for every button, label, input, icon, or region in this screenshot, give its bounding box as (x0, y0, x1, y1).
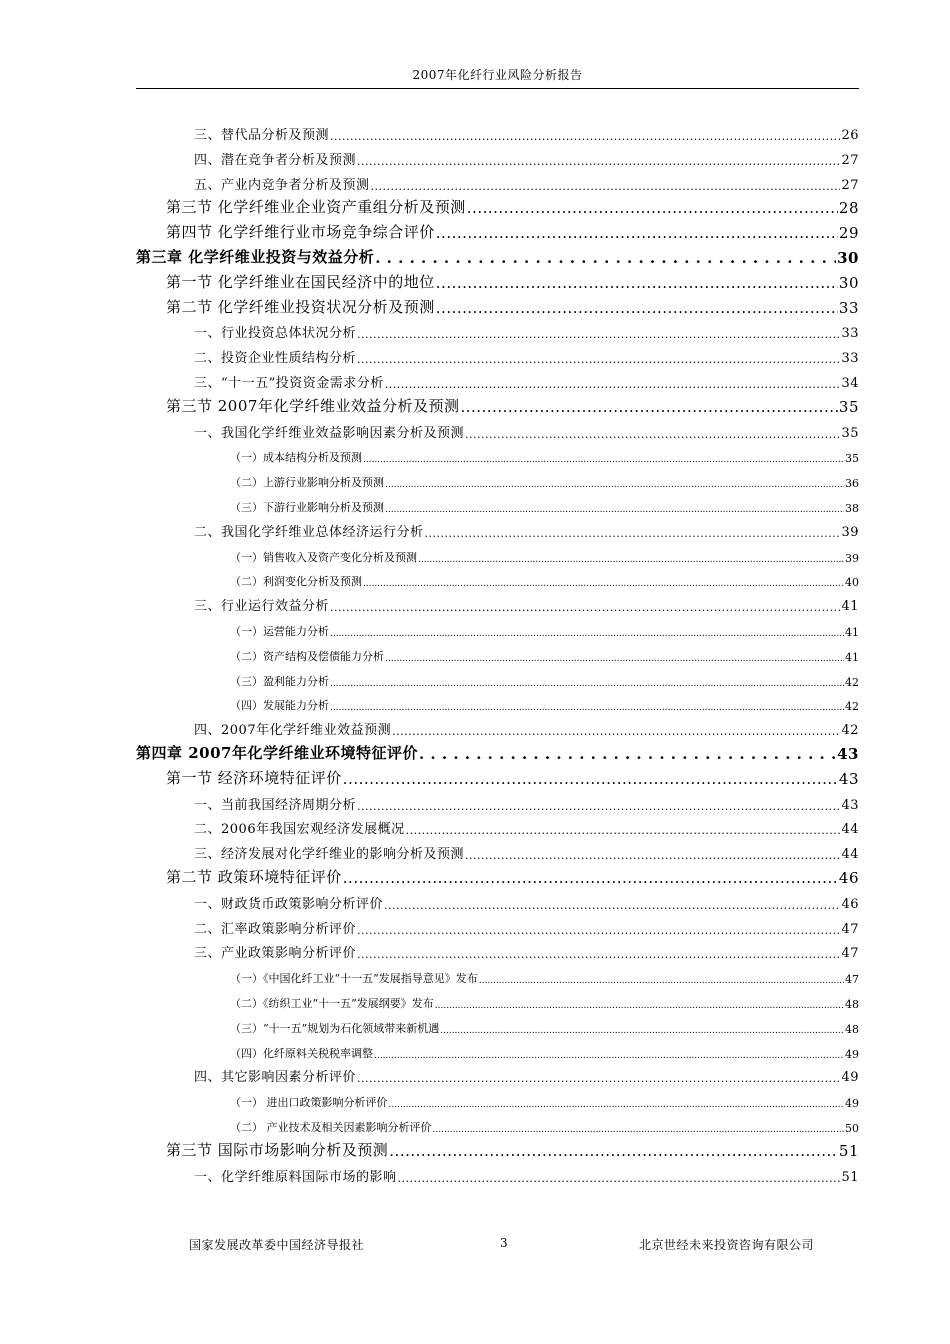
toc-entry-page: 27 (841, 177, 859, 193)
toc-entry-label: 第三节 2007年化学纤维业效益分析及预测 (166, 396, 460, 415)
toc-entry-label: 四、其它影响因素分析评价 (194, 1070, 357, 1086)
toc-dot-leader (363, 579, 844, 589)
toc-dot-leader (435, 1001, 844, 1011)
toc-entry-page: 44 (841, 822, 859, 838)
toc-entry-section[interactable] (166, 222, 859, 242)
toc-dot-leader (460, 398, 837, 416)
toc-entry-page: 35 (845, 452, 859, 466)
toc-dot-leader (371, 180, 841, 193)
toc-entry-page: 30 (837, 249, 859, 267)
toc-dot-leader (330, 601, 840, 614)
toc-dot-leader (385, 505, 844, 515)
toc-entry-label: 三、替代品分析及预测 (194, 128, 330, 143)
toc-dot-leader (436, 299, 838, 317)
toc-entry-page: 34 (841, 376, 859, 391)
toc-entry-label: 二、2006年我国宏观经济发展概况 (194, 822, 405, 838)
toc-dot-leader (440, 1026, 844, 1036)
toc-entry-item[interactable] (194, 123, 859, 143)
toc-entry-page: 46 (841, 896, 859, 912)
toc-entry-page: 49 (841, 1070, 859, 1086)
toc-entry-item[interactable] (194, 594, 859, 614)
toc-dot-leader (467, 199, 838, 217)
toc-dot-leader (385, 480, 844, 490)
toc-entry-item[interactable] (194, 718, 859, 738)
toc-entry-label: （二）上游行业影响分析及预测 (230, 476, 384, 490)
toc-entry-section[interactable] (166, 768, 859, 788)
toc-dot-leader (357, 353, 840, 366)
toc-entry-label: 第一节 化学纤维业在国民经济中的地位 (166, 272, 435, 291)
toc-entry-label: （一）成本结构分析及预测 (230, 451, 362, 465)
toc-entry-page: 43 (838, 769, 859, 788)
toc-entry-label: 一、行业投资总体状况分析 (194, 326, 357, 342)
toc-dot-leader (433, 1125, 845, 1135)
toc-dot-leader (398, 1172, 841, 1185)
toc-entry-label: 第三节 化学纤维业企业资产重组分析及预测 (166, 198, 466, 217)
toc-entry-sub[interactable] (230, 1090, 859, 1110)
toc-entry-section[interactable] (166, 197, 859, 217)
toc-entry-chapter[interactable] (136, 247, 859, 267)
toc-dot-leader (330, 679, 844, 689)
toc-dot-leader (374, 1051, 844, 1061)
toc-entry-page: 49 (845, 1047, 859, 1061)
toc-entry-section[interactable] (166, 867, 859, 887)
toc-entry-page: 36 (845, 477, 859, 491)
toc-entry-section[interactable] (166, 272, 859, 292)
footer-left-publisher: 国家发展改革委中国经济导报社 (189, 1238, 365, 1252)
toc-entry-item[interactable] (194, 321, 859, 341)
toc-entry-sub[interactable] (230, 1016, 859, 1036)
toc-entry-label: （四）化纤原料关税税率调整 (230, 1046, 373, 1060)
toc-entry-page: 48 (845, 1022, 859, 1036)
toc-entry-sub[interactable] (230, 619, 859, 639)
toc-dot-leader (330, 130, 840, 143)
toc-entry-page: 29 (838, 224, 859, 243)
toc-entry-item[interactable] (194, 421, 859, 441)
toc-entry-page: 41 (845, 650, 859, 664)
toc-entry-label: 二、投资企业性质结构分析 (194, 351, 357, 367)
toc-entry-page: 33 (841, 326, 859, 342)
toc-entry-label: 三、“十一五”投资资金需求分析 (194, 376, 384, 391)
toc-entry-sub[interactable] (230, 1115, 859, 1135)
toc-entry-page: 43 (841, 797, 859, 813)
toc-entry-sub[interactable] (230, 470, 859, 490)
toc-dot-leader (357, 1072, 840, 1085)
toc-dot-leader (436, 224, 838, 242)
toc-entry-item[interactable] (194, 346, 859, 366)
toc-entry-item[interactable] (194, 917, 859, 937)
toc-entry-item[interactable] (194, 371, 859, 391)
toc-dot-leader (385, 378, 841, 391)
toc-entry-label: （二）利润变化分析及预测 (230, 575, 362, 589)
toc-entry-sub[interactable] (230, 966, 859, 986)
header-divider (136, 88, 859, 89)
toc-entry-page: 26 (841, 128, 859, 143)
toc-entry-page: 41 (841, 599, 859, 615)
toc-dot-leader (343, 869, 838, 887)
toc-dot-leader (375, 249, 836, 267)
toc-entry-page: 43 (837, 745, 859, 763)
toc-entry-label: 第三节 国际市场影响分析及预测 (166, 1140, 389, 1159)
toc-entry-page: 27 (841, 152, 859, 168)
toc-dot-leader (384, 899, 840, 912)
toc-entry-label: 一、当前我国经济周期分析 (194, 797, 357, 813)
footer-page-number: 3 (500, 1236, 509, 1250)
toc-entry-label: （二） 产业技术及相关因素影响分析评价 (230, 1121, 432, 1134)
toc-entry-page: 38 (845, 502, 859, 515)
toc-dot-leader (357, 924, 840, 937)
toc-entry-section[interactable] (166, 1140, 859, 1160)
toc-entry-label: 第四节 化学纤维行业市场竞争综合评价 (166, 223, 435, 242)
toc-entry-label: （三）盈利能力分析 (230, 674, 329, 688)
toc-entry-page: 42 (841, 723, 859, 739)
toc-entry-page: 35 (841, 425, 859, 441)
toc-entry-page: 47 (841, 946, 859, 962)
toc-entry-label: 四、潜在竞争者分析及预测 (194, 152, 357, 168)
toc-entry-page: 33 (841, 351, 859, 367)
toc-entry-label: 第一节 经济环境特征评价 (166, 768, 342, 787)
toc-entry-page: 28 (838, 199, 859, 218)
toc-dot-leader (357, 155, 840, 168)
toc-entry-page: 42 (845, 675, 859, 689)
toc-dot-leader (479, 976, 844, 986)
toc-entry-label: （二）《纺织工业“十一五”发展纲要》发布 (230, 997, 434, 1010)
toc-entry-page: 30 (838, 273, 859, 292)
toc-dot-leader (330, 703, 844, 713)
toc-entry-page: 49 (845, 1097, 859, 1111)
toc-entry-page: 35 (838, 397, 859, 416)
toc-entry-item[interactable] (194, 941, 859, 961)
toc-entry-label: （一）《中国化纤工业“十一五”发展指导意见》发布 (230, 972, 478, 986)
toc-entry-label: 一、我国化学纤维业效益影响因素分析及预测 (194, 425, 465, 441)
toc-entry-page: 40 (845, 576, 859, 590)
toc-entry-page: 51 (841, 1169, 859, 1185)
toc-dot-leader (418, 555, 844, 565)
toc-entry-page: 47 (845, 973, 859, 987)
toc-entry-item[interactable] (194, 520, 859, 540)
toc-entry-label: 一、化学纤维原料国际市场的影响 (194, 1169, 397, 1185)
toc-entry-page: 46 (838, 869, 859, 887)
toc-dot-leader (425, 527, 841, 540)
toc-dot-leader (406, 824, 841, 837)
toc-entry-item[interactable] (194, 173, 859, 193)
toc-entry-page: 42 (845, 700, 859, 714)
toc-dot-leader (330, 629, 844, 639)
toc-entry-sub[interactable] (230, 991, 859, 1011)
toc-entry-page: 51 (838, 1141, 859, 1160)
toc-entry-page: 39 (841, 524, 859, 540)
toc-dot-leader (385, 654, 844, 664)
toc-entry-sub[interactable] (230, 1041, 859, 1061)
toc-entry-sub[interactable] (230, 693, 859, 713)
toc-entry-label: 第二节 化学纤维业投资状况分析及预测 (166, 297, 435, 316)
toc-entry-sub[interactable] (230, 669, 859, 689)
toc-entry-label: 二、汇率政策影响分析评价 (194, 921, 357, 937)
toc-entry-label: （一）运营能力分析 (230, 625, 329, 638)
toc-entry-label: 三、产业政策影响分析评价 (194, 946, 357, 962)
toc-entry-page: 33 (838, 298, 859, 317)
toc-entry-sub[interactable] (230, 644, 859, 664)
toc-dot-leader (357, 328, 840, 341)
toc-entry-section[interactable] (166, 297, 859, 317)
toc-entry-label: （一） 进出口政策影响分析评价 (230, 1096, 388, 1110)
toc-entry-label: 五、产业内竞争者分析及预测 (194, 177, 370, 193)
toc-dot-leader (392, 725, 840, 738)
toc-dot-leader (357, 800, 840, 813)
toc-entry-label: 三、经济发展对化学纤维业的影响分析及预测 (194, 847, 465, 863)
toc-dot-leader (389, 1142, 838, 1160)
toc-entry-sub[interactable] (230, 569, 859, 589)
toc-dot-leader (465, 849, 840, 862)
toc-dot-leader (363, 455, 844, 465)
toc-entry-item[interactable] (194, 148, 859, 168)
toc-entry-page: 44 (841, 847, 859, 863)
toc-dot-leader (343, 770, 838, 788)
toc-entry-label: 三、行业运行效益分析 (194, 599, 330, 615)
toc-dot-leader (419, 745, 836, 763)
toc-entry-item[interactable] (194, 1165, 859, 1185)
toc-entry-page: 48 (845, 998, 859, 1011)
toc-entry-item[interactable] (194, 793, 859, 813)
toc-entry-chapter[interactable] (136, 743, 859, 763)
toc-entry-label: （二）资产结构及偿债能力分析 (230, 649, 384, 663)
toc-entry-label: （四）发展能力分析 (230, 699, 329, 713)
toc-entry-label: 第四章 2007年化学纤维业环境特征评价 (136, 744, 418, 762)
toc-entry-page: 41 (845, 626, 859, 639)
toc-entry-label: 四、2007年化学纤维业效益预测 (194, 723, 392, 739)
toc-entry-sub[interactable] (230, 545, 859, 565)
toc-entry-page: 39 (845, 551, 859, 565)
toc-entry-section[interactable] (166, 396, 859, 416)
toc-dot-leader (465, 428, 840, 441)
toc-entry-sub[interactable] (230, 445, 859, 465)
toc-entry-item[interactable] (194, 892, 859, 912)
footer-right-company: 北京世经未来投资咨询有限公司 (639, 1238, 815, 1252)
toc-entry-label: （一）销售收入及资产变化分析及预测 (230, 550, 417, 564)
toc-entry-label: 一、财政货币政策影响分析评价 (194, 896, 384, 912)
toc-dot-leader (389, 1100, 845, 1110)
toc-entry-sub[interactable] (230, 495, 859, 515)
toc-entry-label: 第三章 化学纤维业投资与效益分析 (136, 248, 375, 266)
toc-entry-item[interactable] (194, 1065, 859, 1085)
toc-entry-page: 50 (845, 1122, 859, 1135)
toc-dot-leader (357, 948, 840, 961)
toc-entry-label: 二、我国化学纤维业总体经济运行分析 (194, 524, 424, 540)
toc-entry-label: 第二节 政策环境特征评价 (166, 868, 342, 886)
toc-entry-item[interactable] (194, 842, 859, 862)
toc-entry-label: （三）下游行业影响分析及预测 (230, 501, 384, 514)
toc-entry-item[interactable] (194, 817, 859, 837)
page-header-title: 2007年化纤行业风险分析报告 (412, 68, 583, 82)
toc-dot-leader (436, 274, 838, 292)
toc-entry-label: （三）“十一五”规划为石化领域带来新机遇 (230, 1021, 440, 1035)
toc-entry-page: 47 (841, 921, 859, 937)
